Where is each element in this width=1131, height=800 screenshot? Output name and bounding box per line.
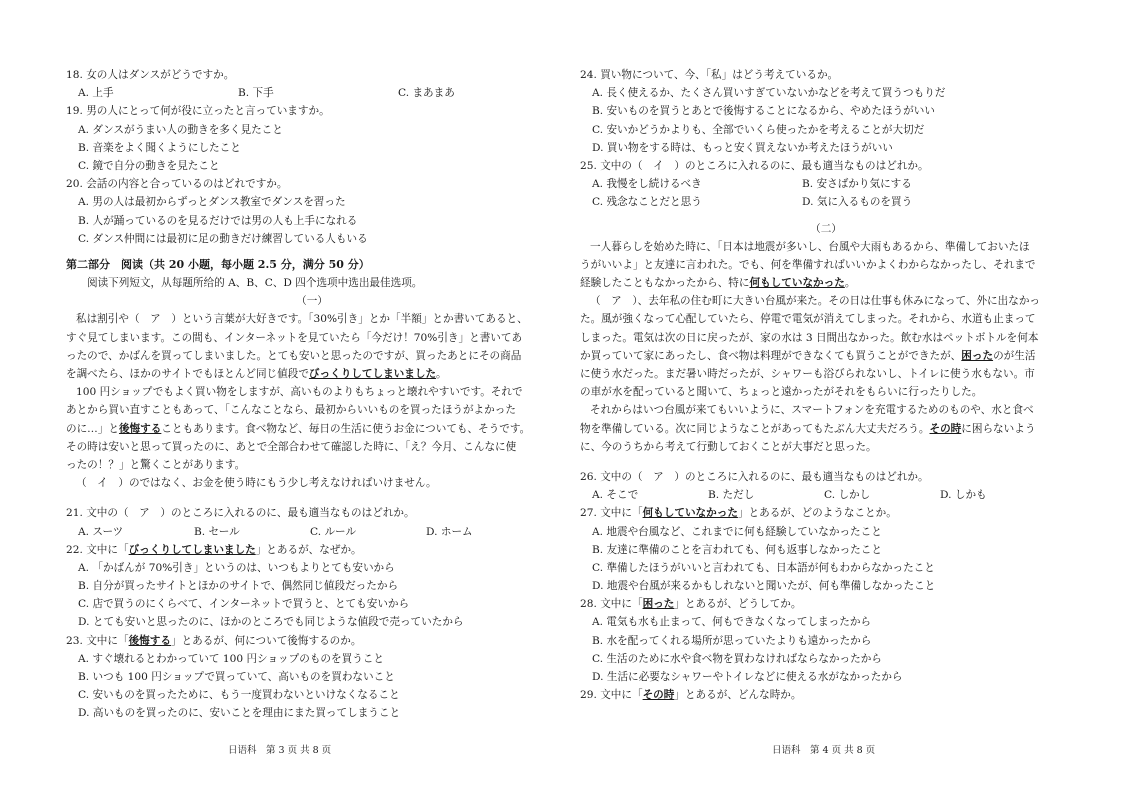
question-21-options [66,523,558,541]
section-title: 第二部分 阅读（共 20 小题，每小题 2.5 分，满分 50 分） [66,257,370,271]
option: B. セール [194,525,240,538]
option: D. ホーム [426,525,473,538]
option: A. 地震や台風など、これまでに何も経験していなかったこと [592,525,882,538]
option: C. 安いものを買ったために、もう一度買わないといけなくなること [78,689,400,702]
left-column [66,66,558,723]
option: D. とても安いと思ったのに、ほかのところでも同じような値段で売っていたから [78,616,464,629]
option: A. スーツ [78,525,124,538]
question-26: 26. 文中の（ ア ）のところに入れるのに、最も適当なものはどれか。 [580,470,929,483]
option: B. ただし [708,489,755,502]
option: B. 友達に準備のことを言われても、何も返事しなかったこと [592,543,882,556]
underlined-phrase: その時 [929,422,962,435]
option: D. 気に入るものを買う [802,196,913,209]
option: C. ダンス仲間には最初に足の動きだけ練習している人もいる [78,232,368,245]
underlined-phrase: びっくりしてしまいました [308,368,437,380]
option: D. 地震や台風が来るかもしれないと聞いたが、何も準備しなかったこと [592,580,936,593]
question-25: 25. 文中の（ イ ）のところに入れるのに、最も適当なものはどれか。 [580,159,929,172]
option: A. 長く使えるか、たくさん買いすぎていないかなどを考えて買うつもりだ [592,87,946,100]
question-18-options [66,84,558,102]
option: A. 電気も水も止まって、何もできなくなってしまったから [592,616,872,629]
option: C. 残念なことだと思う [592,196,702,209]
option: A. そこで [592,489,639,502]
option: B. 音楽をよく聞くようにしたこと [78,141,241,154]
question-21: 21. 文中の（ ア ）のところに入れるのに、最も適当なものはどれか。 [66,507,415,520]
option: C. ルール [310,525,357,538]
page-footer-right: 日语科 第 4 页 共 8 页 [772,745,876,756]
question-29: 29. 文中に「その時」とあるが、どんな時か。 [580,689,802,702]
option: A. 男の人は最初からずっとダンス教室でダンスを習った [78,196,346,209]
option: C. 生活のために水や食べ物を買わなければならなかったから [592,652,882,665]
option: B. 下手 [238,87,274,100]
option: A. 我慢をし続けるべき [592,178,702,191]
underlined-phrase: 困った [961,349,994,362]
passage-2: 一人暮らしを始めた時に、「日本は地震が多いし、台風や大雨もあるから、準備しておいたほ うがいいよ」と友達に言われた。でも、何を準備すればいいかよくわからなかったし、それまで 経験したこともなかったから、特に何もしていなかった。 （ ア ）、去年私の住む町に大きい台風が来た。その日は仕事も休みになって、外に出なかっ た。風が強くなって心配していたら、停電で電気が消えてしまった。それから、水道も止まって しまった。電気は次の日に戻ったが、家の水は 3 日間出なかった。飲む水はペットボトルを何本 か買っていて家にあったし、食べ物は料理ができなくても買うことができたが、困ったのが生活 に使う水だった。まだ暑い時だったが、シャワーも浴びられないし、トイレに使う水もない。市 の車が水を配っていると聞いて、ちょっと遠かったがそれをもらいに行ったりした。 それからはいつ台風が来てもいいように、スマートフォンを充電するためのものや、水と食べ 物を準備している。次に同じようなことがあってもたぶん大丈夫だろう。その時に困らないよう に、今のうちから考えて行動しておくことが大事だと思った。 [580,240,1041,453]
question-22: 22. 文中に「びっくりしてしまいました」とあるが、なぜか。 [66,543,362,556]
option: B. 人が踊っているのを見るだけでは男の人も上手になれる [78,214,358,227]
section-instructions: 阅读下列短文，从每题所给的 A、B、C、D 四个选项中选出最佳选项。 [87,277,423,290]
option: D. 買い物をする時は、もっと安く買えないか考えたほうがいい [592,141,893,154]
option: C. 安いかどうかよりも、全部でいくら使ったかを考えることが大切だ [592,123,925,136]
option: A. すぐ壊れるとわかっていて 100 円ショップのものを買うこと [78,652,384,665]
option: A. 「かばんが 70%引き」というのは、いつもよりとても安いから [78,561,395,574]
question-27: 27. 文中に「何もしていなかった」とあるが、どのようなことか。 [580,507,897,520]
option: C. 店で買うのにくらべて、インターネットで買うと、とても安いから [78,598,410,611]
right-column [580,66,1072,704]
underlined-phrase: 後悔する [118,422,162,435]
option: B. 水を配ってくれる場所が思っていたよりも遠かったから [592,634,872,647]
option: C. 準備したほうがいいと言われても、日本語が何もわからなかったこと [592,561,935,574]
question-18: 18. 女の人はダンスがどうですか。 [66,69,235,81]
passage-number: （二） [810,222,842,235]
option: B. 安さばかり気にする [802,178,912,191]
option: A. 上手 [78,87,114,100]
question-20: 20. 会話の内容と合っているのはどれですか。 [66,178,288,191]
option: D. 生活に必要なシャワーやトイレなどに使える水がなかったから [592,671,903,683]
underlined-phrase: 何もしていなかった [749,277,845,290]
option: A. ダンスがうまい人の動きを多く見たこと [78,123,283,136]
question-25-options [580,175,1072,193]
option: C. 鏡で自分の動きを見たこと [78,159,220,172]
passage-number: （一） [296,295,328,308]
option: B. いつも 100 円ショップで買っていて、高いものを買わないこと [78,671,395,683]
page-footer-left: 日语科 第 3 页 共 8 页 [228,745,332,756]
question-26-options [580,486,1072,504]
passage-1: 私は割引や（ ア ）という言葉が大好きです。「30%引き」とか「半額」とか書いてあると、 すぐ見てしまいます。この間も、インターネットを見ていたら「今だけ！70%引き」と書いてあ ったので、かばんを買ってしまいました。とても安いと思ったのですが、買ったあとにその商品 を調べたら、ほかのサイトでもほとんど同じ値段でびっくりしてしまいました。 100 円ショップでもよく買い物をしますが、高いものよりもちょっと壊れやすいです。それで あとから買い直すこともあって、「こんなことなら、最初からいいものを買ったほうがよかった のに…」と後悔することもあります。食べ物など、毎日の生活に使うお金についても、そうです。 その時は安いと思って買ったのに、あとで全部合わせて確認した時に、「え？今月、こんなに使 ったの！？」と驚くことがあります。 （ イ ）のではなく、お金を使う時にもう少し考えなければいけません。 [66,313,531,490]
question-19: 19. 男の人にとって何が役に立ったと言っていますか。 [66,105,330,118]
option: B. 安いものを買うとあとで後悔することになるから、やめたほうがいい [592,105,935,118]
option: C. しかし [824,489,871,502]
question-28: 28. 文中に「困った」とあるが、どうしてか。 [580,598,802,611]
question-24: 24. 買い物について、今、「私」はどう考えているか。 [580,69,839,81]
option: B. 自分が買ったサイトとほかのサイトで、偶然同じ値段だったから [78,580,399,593]
option: D. 高いものを買ったのに、安いことを理由にまた買ってしまうこと [78,707,401,720]
option: D. しかも [940,489,987,502]
option: C. まあまあ [398,87,455,100]
question-23: 23. 文中に「後悔する」とあるが、何について後悔するのか。 [66,634,362,647]
question-25-options [580,193,1072,211]
